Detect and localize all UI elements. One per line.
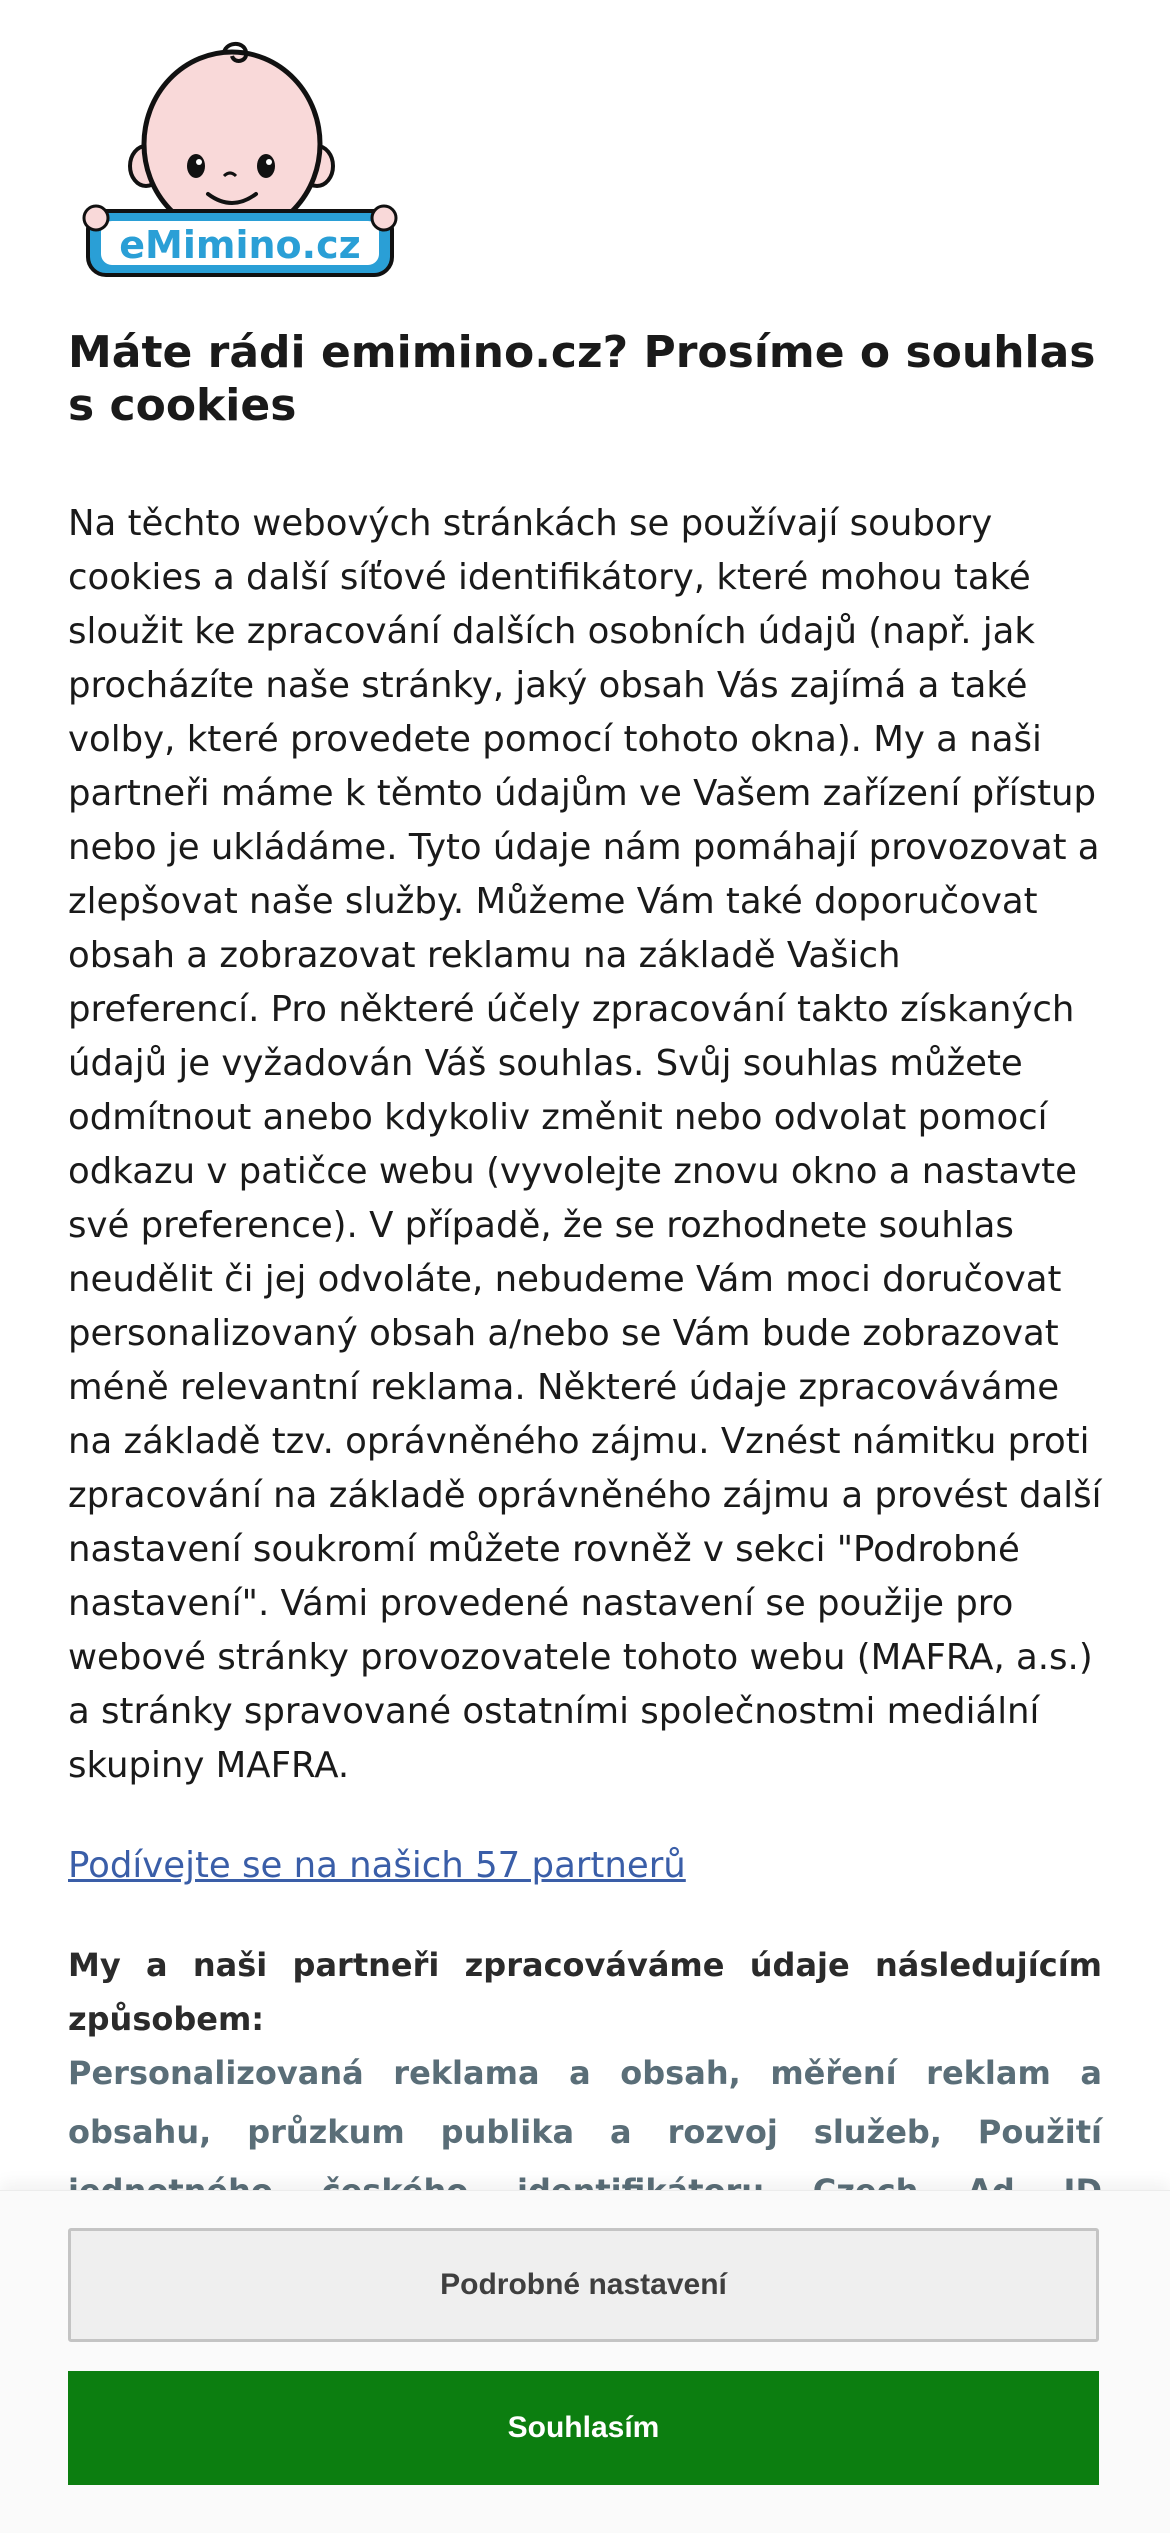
accept-button[interactable]: Souhlasím [68,2371,1099,2485]
baby-face-icon [130,44,333,236]
svg-text:eMimino.cz: eMimino.cz [119,223,361,267]
partners-link[interactable]: Podívejte se na našich 57 partnerů [68,1845,686,1886]
emimino-logo [74,36,404,286]
purposes-heading: My a naši partneři zpracováváme údaje následujícím způsobem: [68,1946,1102,2038]
dialog-title: Máte rádi emimino.cz? Prosíme o souhlas s cookies [68,327,1096,431]
consent-description: Na těchto webových stránkách se používají soubory cookies a další síťové identifikátory, které mohou také sloužit ke zpracování dalších osobních údajů (např. jak procházíte naše stránky, jaký obsah Vás zajímá a také volby, které provedete pomocí tohoto okna). My a naši partneři máme k těmto údajům ve Vašem zařízení přístup nebo je ukládáme. Tyto údaje nám pomáhají provozovat a zlepšovat naše služby. Můžeme Vám také doporučovat obsah a zobrazovat reklamu na základě Vašich preferencí. Pro některé účely zpracování takto získaných údajů je vyžadován Váš souhlas. Svůj souhlas můžete odmítnout anebo kdykoliv změnit nebo odvolat pomocí odkazu v patičce webu (vyvolejte znovu okno a nastavte své preference). V případě, že se rozhodnete souhlas neudělit či jej odvoláte, nebudeme Vám moci doručovat personalizovaný obsah a/nebo se Vám bude zobrazovat méně relevantní reklama. Některé údaje zpracováváme na základě tzv. oprávněného zájmu. Vznést námitku proti zpracování na základě oprávněného zájmu a provést další nastavení soukromí můžete rovněž v sekci "Podrobné nastavení". Vámi provedené nastavení se použije pro webové stránky provozovatele tohoto webu (MAFRA, a.s.) a stránky spravované ostatními společnostmi mediální skupiny MAFRA. [68,503,1102,1786]
consent-dialog-content [68,0,1102,2190]
logo-banner [84,206,396,275]
consent-button-bar [0,2190,1170,2533]
purposes-list: Personalizovaná reklama a obsah, měření reklam a obsahu, průzkum publika a rozvoj služeb, Použití [68,2054,1102,2151]
detailed-settings-button[interactable]: Podrobné nastavení [68,2228,1099,2342]
